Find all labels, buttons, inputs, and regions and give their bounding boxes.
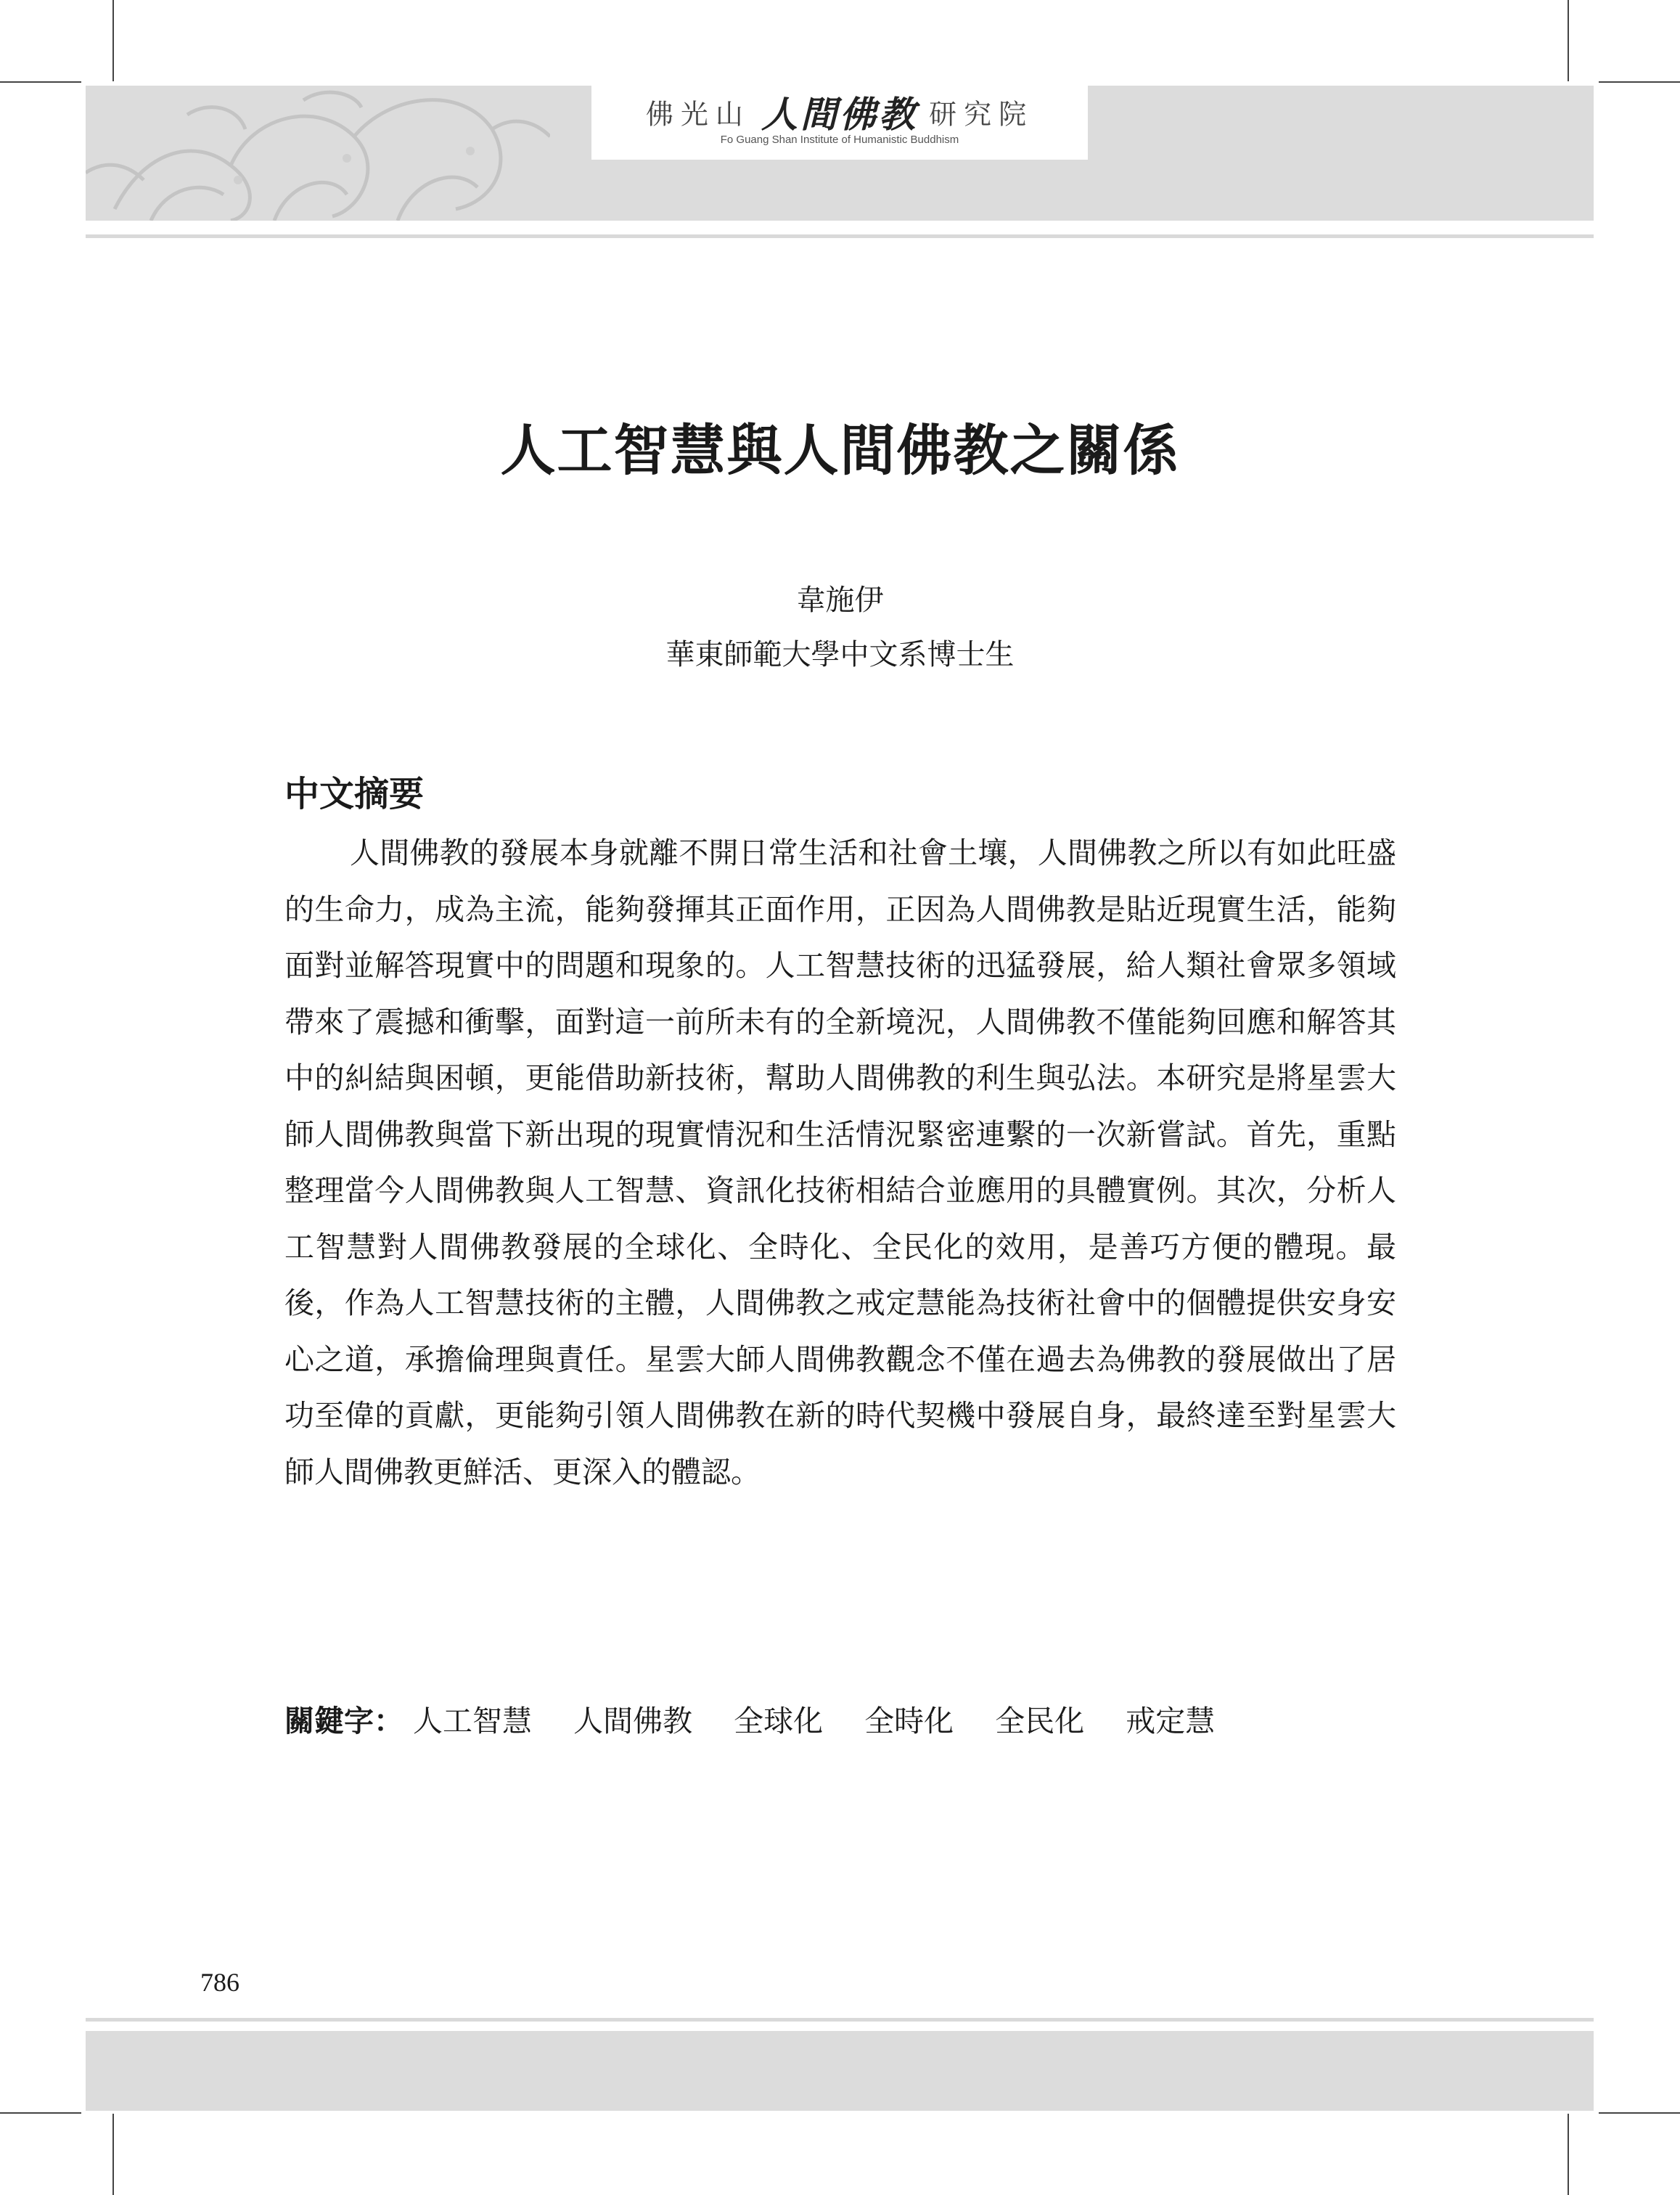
footer-rule: [86, 2018, 1594, 2022]
crop-mark: [112, 2114, 114, 2195]
author-name: 韋施伊: [796, 584, 884, 617]
paper-title: 人工智慧與人間佛教之關係: [500, 418, 1180, 483]
crop-mark: [0, 2112, 81, 2114]
crop-mark: [1599, 81, 1680, 83]
crop-mark: [1568, 2114, 1569, 2195]
keyword: 全民化: [995, 1704, 1085, 1738]
abstract-body: 人間佛教的發展本身就離不開日常生活和社會土壤，人間佛教之所以有如此旺盛的生命力，成為主流，能夠發揮其正面作用，正因為人間佛教是貼近現實生活，能夠面對並解答現實中的問題和現象的。人工智慧技術的迅猛發展，給人類社會眾多領域帶來了震撼和衝擊，面對這一前所未有的全新境況，人間佛教不僅能夠回應和解答其中的糾結與困頓，更能借助新技術，幫助人間佛教的利生與弘法。本研究是將星雲大師人間佛教與當下新出現的現實情況和生活情況緊密連繫的一次新嘗試。首先，重點整理當今人間佛教與人工智慧、資訊化技術相結合並應用的具體實例。其次，分析人工智慧對人間佛教發展的全球化、全時化、全民化的效用，是善巧方便的體現。最後，作為人工智慧技術的主體，人間佛教之戒定慧能為技術社會中的個體提供安身安心之道，承擔倫理與責任。星雲大師人間佛教觀念不僅在過去為佛教的發展做出了居功至偉的貢獻，更能夠引領人間佛教在新的時代契機中發展自身，最終達至對星雲大師人間佛教更鮮活、更深入的體認。: [284, 835, 1396, 1489]
keyword: 全球化: [734, 1704, 824, 1738]
keyword: 戒定慧: [1126, 1704, 1216, 1738]
abstract-heading: 中文摘要: [284, 774, 425, 814]
logo-subtitle: Fo Guang Shan Institute of Humanistic Buddhism: [720, 134, 959, 146]
keywords-label: 關鍵字：: [284, 1704, 403, 1738]
crop-mark: [1599, 2112, 1680, 2114]
crop-mark: [0, 81, 81, 83]
page-number: 786: [200, 1968, 239, 1997]
header-rule: [86, 234, 1594, 238]
logo-right-text: 研究院: [929, 98, 1034, 131]
logo-brush-text: 人間佛教: [761, 93, 918, 136]
author-affiliation: 華東師範大學中文系博士生: [665, 638, 1015, 671]
keyword: 全時化: [864, 1704, 954, 1738]
footer-band: [86, 2031, 1594, 2111]
lotus-ornament-icon: [86, 86, 550, 221]
keyword: 人間佛教: [573, 1704, 693, 1738]
logo-left-text: 佛光山: [645, 98, 750, 131]
crop-mark: [112, 0, 114, 81]
institute-logo: [591, 86, 1088, 160]
keyword: 人工智慧: [413, 1704, 533, 1738]
keywords-row: [284, 1697, 1247, 1740]
crop-mark: [1568, 0, 1569, 81]
